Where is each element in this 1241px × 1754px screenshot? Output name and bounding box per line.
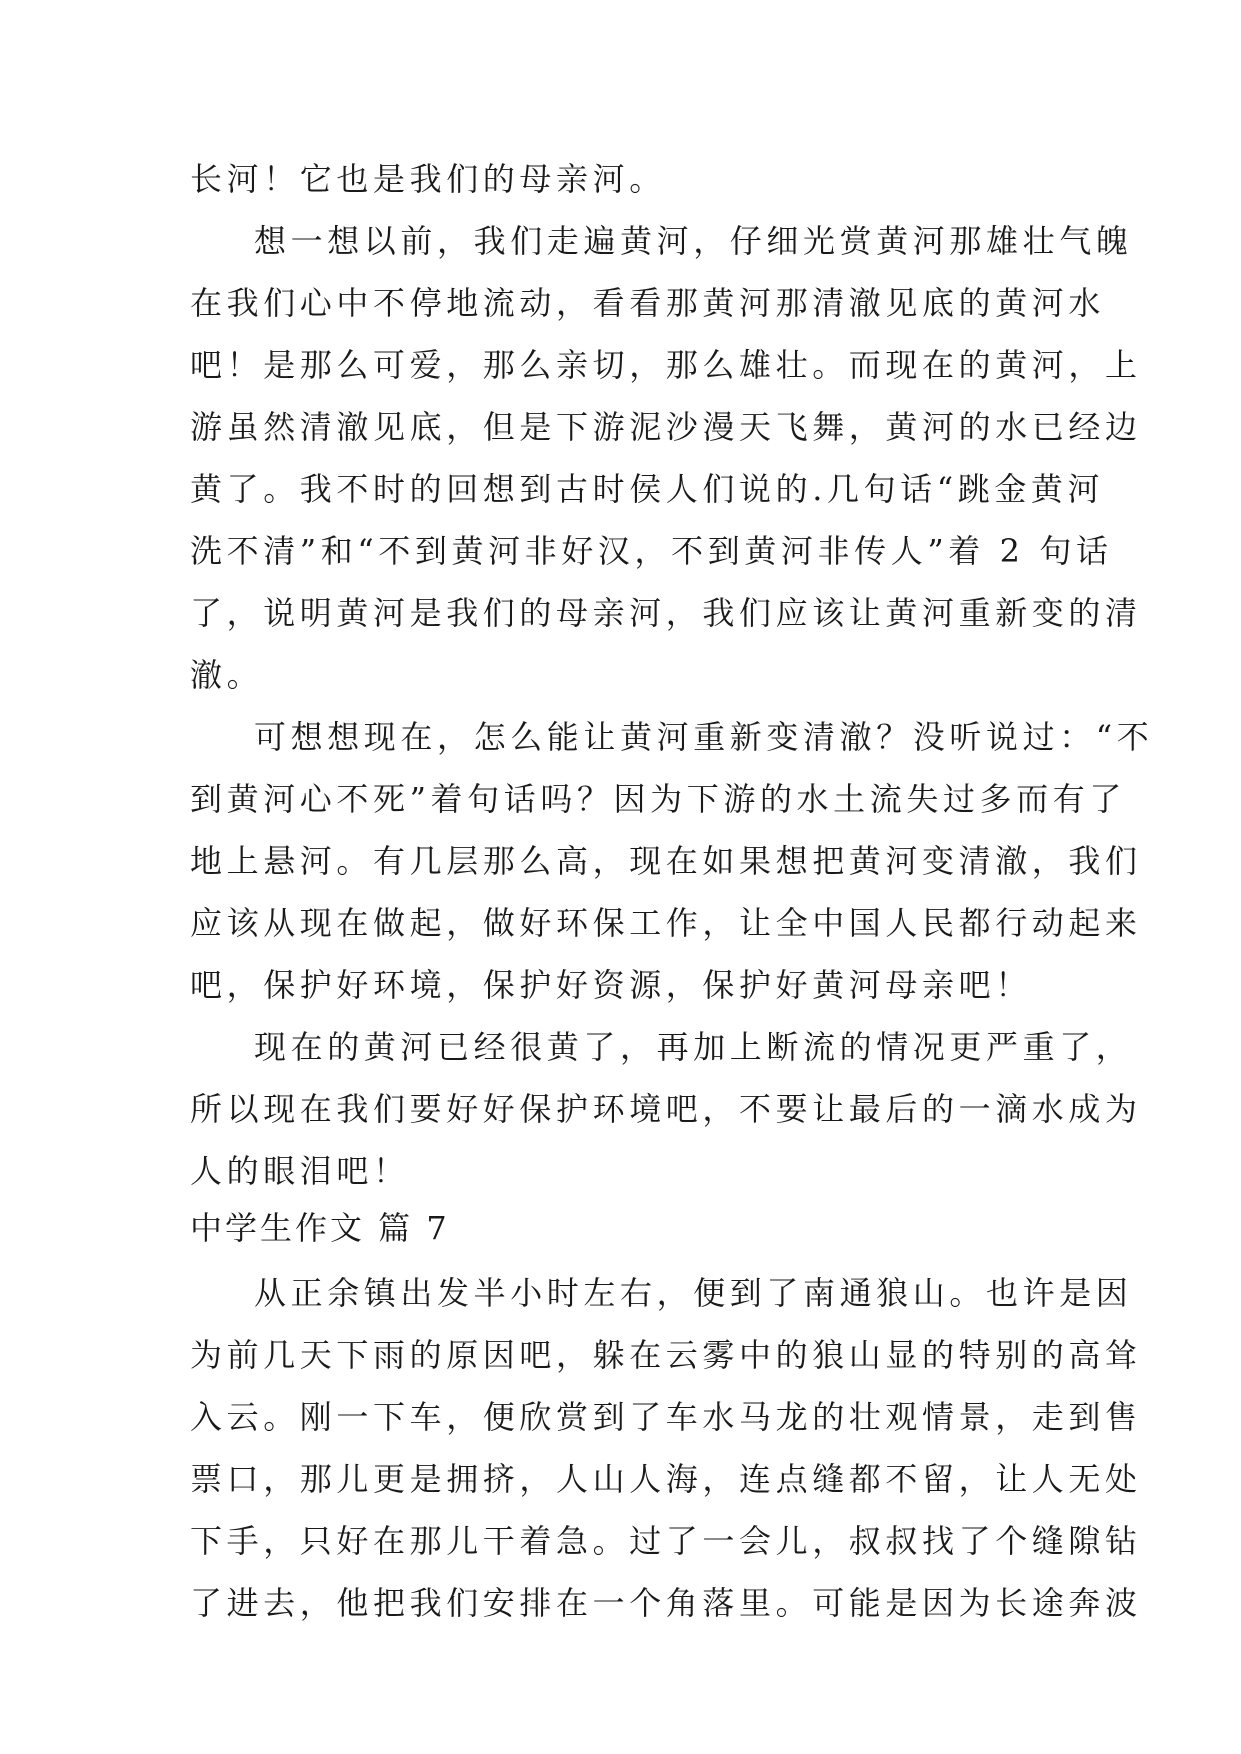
text-line: 地上悬河。有几层那么高，现在如果想把黄河变清澈，我们: [190, 842, 1142, 880]
paragraph: [190, 1262, 1142, 1634]
text-line: 为前几天下雨的原因吧，躲在云雾中的狼山显的特别的高耸: [190, 1336, 1142, 1374]
text-line: 吧！是那么可爱，那么亲切，那么雄壮。而现在的黄河，上: [190, 346, 1142, 384]
text-line: 到黄河心不死”着句话吗？因为下游的水土流失过多而有了: [190, 780, 1126, 818]
text-line: 下手，只好在那儿干着急。过了一会儿，叔叔找了个缝隙钻: [190, 1522, 1142, 1560]
text-line: 黄了。我不时的回想到古时侯人们说的.几句话“跳金黄河: [190, 470, 1105, 508]
essay-body: [190, 148, 1154, 1202]
text-line: 可想想现在，怎么能让黄河重新变清澈？没听说过：“不: [254, 718, 1154, 756]
text-line: 吧，保护好环境，保护好资源，保护好黄河母亲吧！: [190, 966, 1032, 1004]
text-line: 应该从现在做起，做好环保工作，让全中国人民都行动起来: [190, 904, 1142, 942]
section-body: [190, 1262, 1142, 1634]
paragraph: [190, 148, 1055, 210]
text-line: 长河！它也是我们的母亲河。: [190, 160, 666, 198]
text-line: 洗不清”和“不到黄河非好汉，不到黄河非传人”着 2 句话: [190, 532, 1113, 570]
text-line: 入云。刚一下车，便欣赏到了车水马龙的壮观情景，走到售: [190, 1398, 1142, 1436]
text-line: 了，说明黄河是我们的母亲河，我们应该让黄河重新变的清: [190, 594, 1142, 632]
text-line: 所以现在我们要好好保护环境吧，不要让最后的一滴水成为: [190, 1090, 1142, 1128]
paragraph: [190, 210, 1142, 706]
text-line: 澈。: [190, 656, 264, 694]
text-line: 从正余镇出发半小时左右，便到了南通狼山。也许是因: [254, 1274, 1133, 1312]
section-heading: 中学生作文 篇 7: [190, 1209, 450, 1247]
text-line: 在我们心中不停地流动，看看那黄河那清澈见底的黄河水: [190, 284, 1106, 322]
text-line: 了进去，他把我们安排在一个角落里。可能是因为长途奔波: [190, 1584, 1142, 1622]
paragraph: [190, 706, 1154, 1016]
paragraph: [190, 1016, 1142, 1202]
text-line: 想一想以前，我们走遍黄河，仔细光赏黄河那雄壮气魄: [254, 222, 1133, 260]
text-line: 票口，那儿更是拥挤，人山人海，连点缝都不留，让人无处: [190, 1460, 1142, 1498]
text-line: 现在的黄河已经很黄了，再加上断流的情况更严重了，: [254, 1028, 1133, 1066]
text-line: 游虽然清澈见底，但是下游泥沙漫天飞舞，黄河的水已经边: [190, 408, 1142, 446]
text-line: 人的眼泪吧！: [190, 1152, 410, 1190]
document-page: [190, 148, 1154, 1634]
